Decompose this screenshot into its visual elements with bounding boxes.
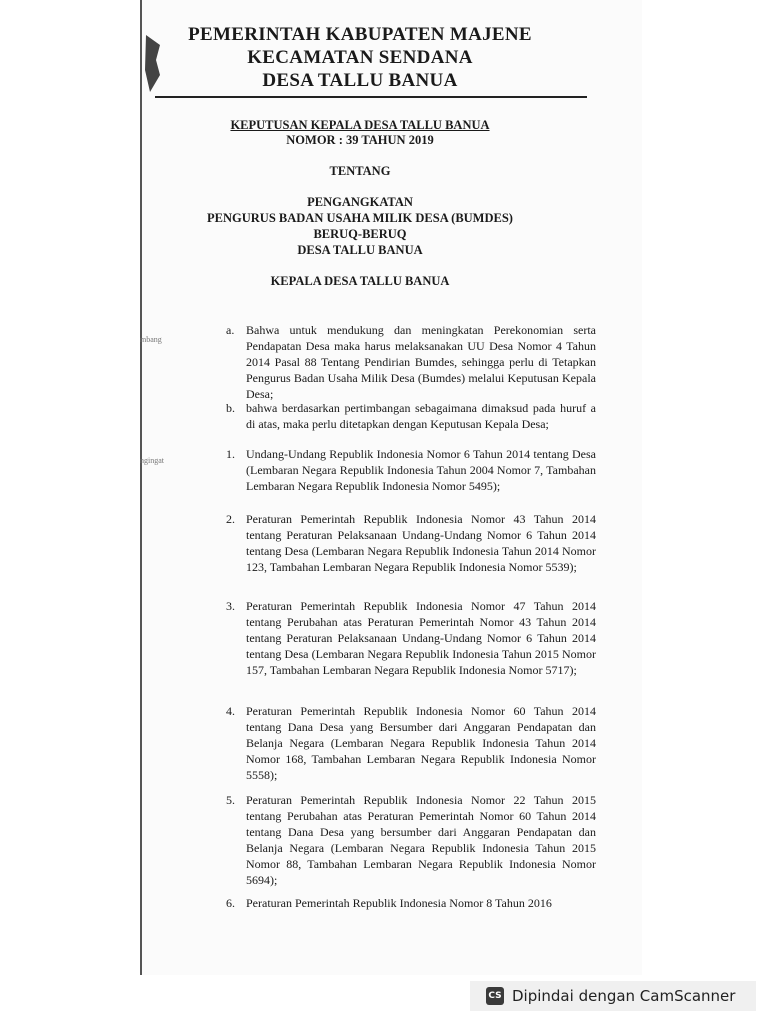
header-district: KECAMATAN SENDANA: [247, 47, 473, 68]
consideration-marker: a.: [226, 323, 235, 337]
decree-tentang: TENTANG: [329, 164, 391, 178]
consideration-item: [226, 400, 596, 432]
reference-text: Peraturan Pemerintah Republik Indonesia Nomor 22 Tahun 2015 tentang Perubahan atas Peraturan Pemerintah Nomor 60 Tahun 2014 tentang Dana Desa yang bersumber dari Anggaran Pendapatan dan Belanja Negara (Lembaran Negara Republik Indonesia Tahun 2015 Nomor 88, Tambahan Lembaran Negara Republik Indonesia Nomor 5694);: [246, 793, 596, 887]
margin-label-menimbang: mbang: [140, 335, 162, 344]
camscanner-icon: CS: [486, 987, 504, 1005]
decree-subject-2: PENGURUS BADAN USAHA MILIK DESA (BUMDES): [207, 211, 513, 225]
reference-item: [226, 511, 596, 575]
reference-marker: 1.: [226, 447, 235, 461]
decree-subject-1: PENGANGKATAN: [307, 195, 413, 209]
decree-subject-4: DESA TALLU BANUA: [297, 243, 423, 257]
decree-subject-3: BERUQ-BERUQ: [313, 227, 407, 241]
reference-item: [226, 446, 596, 494]
reference-marker: 6.: [226, 896, 235, 910]
reference-marker: 5.: [226, 793, 235, 807]
consideration-text: bahwa berdasarkan pertimbangan sebagaimana dimaksud pada huruf a di atas, maka perlu ditetapkan dengan Keputusan Kepala Desa;: [246, 401, 596, 431]
decree-number: NOMOR : 39 TAHUN 2019: [286, 133, 434, 147]
margin-label-mengingat: ngingat: [140, 456, 164, 465]
reference-marker: 2.: [226, 512, 235, 526]
reference-text: Peraturan Pemerintah Republik Indonesia Nomor 60 Tahun 2014 tentang Dana Desa yang Bersumber dari Anggaran Pendapatan dan Belanja Negara (Lembaran Negara Republik Indonesia Tahun 2014 Nomor 168, Tambahan Lembaran Negara Republik Indonesia Nomor 5558);: [246, 704, 596, 782]
header-divider: [155, 96, 587, 98]
decree-title: KEPUTUSAN KEPALA DESA TALLU BANUA: [230, 118, 490, 132]
reference-item: [226, 598, 596, 678]
consideration-item: [226, 322, 596, 402]
reference-marker: 3.: [226, 599, 235, 613]
reference-marker: 4.: [226, 704, 235, 718]
reference-text: Peraturan Pemerintah Republik Indonesia Nomor 47 Tahun 2014 tentang Perubahan atas Peraturan Pemerintah Nomor 43 Tahun 2014 tentang Peraturan Pelaksanaan Undang-Undang Nomor 6 Tahun 2014 tentang Desa (Lembaran Negara Republik Indonesia Tahun 2015 Nomor 157, Tambahan Lembaran Negara Republik Indonesia Nomor 5717);: [246, 599, 596, 677]
header-government: PEMERINTAH KABUPATEN MAJENE: [188, 24, 532, 45]
decree-authority: KEPALA DESA TALLU BANUA: [270, 274, 450, 288]
header-village: DESA TALLU BANUA: [262, 70, 458, 91]
scanner-watermark: [470, 981, 756, 1011]
scanner-label: Dipindai dengan CamScanner: [512, 987, 736, 1005]
reference-text: Peraturan Pemerintah Republik Indonesia Nomor 43 Tahun 2014 tentang Peraturan Pelaksanaan Undang-Undang Nomor 6 Tahun 2014 tentang Desa (Lembaran Negara Republik Indonesia Tahun 2014 Nomor 123, Tambahan Lembaran Negara Republik Indonesia Nomor 5539);: [246, 512, 596, 574]
reference-item: [226, 792, 596, 888]
reference-text: Peraturan Pemerintah Republik Indonesia Nomor 8 Tahun 2016: [246, 896, 552, 910]
reference-text: Undang-Undang Republik Indonesia Nomor 6 Tahun 2014 tentang Desa (Lembaran Negara Republik Indonesia Tahun 2004 Nomor 7, Tambahan Lembaran Negara Republik Indonesia Nomor 5495);: [246, 447, 596, 493]
consideration-marker: b.: [226, 401, 235, 415]
reference-item: [226, 703, 596, 783]
consideration-text: Bahwa untuk mendukung dan meningkatan Perekonomian serta Pendapatan Desa maka harus melaksanakan UU Desa Nomor 4 Tahun 2014 Pasal 88 Tentang Pendirian Bumdes, sehingga perlu di Tetapkan Pengurus Badan Usaha Milik Desa (Bumdes) melalui Keputusan Kepala Desa;: [246, 323, 596, 401]
reference-item: [226, 895, 596, 911]
